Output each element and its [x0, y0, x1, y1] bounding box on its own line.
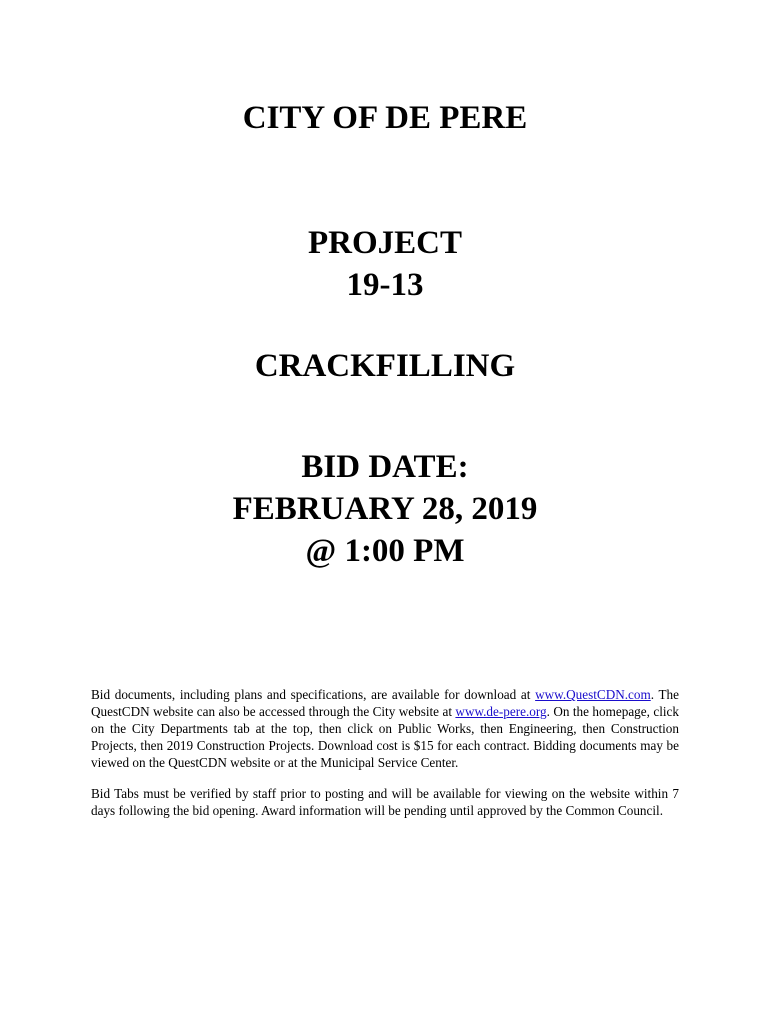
project-label: PROJECT	[307, 225, 462, 261]
de-pere-link[interactable]: www.de-pere.org	[455, 704, 547, 719]
bid-date-label: BID DATE:	[301, 449, 469, 485]
bid-documents-paragraph	[91, 686, 679, 771]
project-name: CRACKFILLING	[254, 348, 516, 384]
questcdn-link[interactable]: www.QuestCDN.com	[535, 687, 651, 702]
city-title: CITY OF DE PERE	[242, 100, 528, 136]
bid-tabs-paragraph: Bid Tabs must be verified by staff prior to posting and will be available for viewing on the website within 7 days following the bid opening. Award information will be pending until approved by the Common Council.	[91, 786, 679, 818]
bid-time: @ 1:00 PM	[305, 533, 465, 569]
bid-date: FEBRUARY 28, 2019	[232, 491, 538, 527]
paragraph-text: . The QuestCDN website can also be accessed through the City website at	[91, 687, 679, 719]
paragraph-text: Bid documents, including plans and specifications, are available for download at	[91, 687, 536, 702]
paragraph-text: . On the homepage, click on the City Departments tab at the top, then click on Public Works, then Engineering, then Construction Projects, then 2019 Construction Projects. Download cost is $15 for each contract. Bidding documents may be viewed on the QuestCDN website or at the Municipal Service Center.	[91, 704, 679, 770]
project-number: 19-13	[346, 267, 424, 303]
